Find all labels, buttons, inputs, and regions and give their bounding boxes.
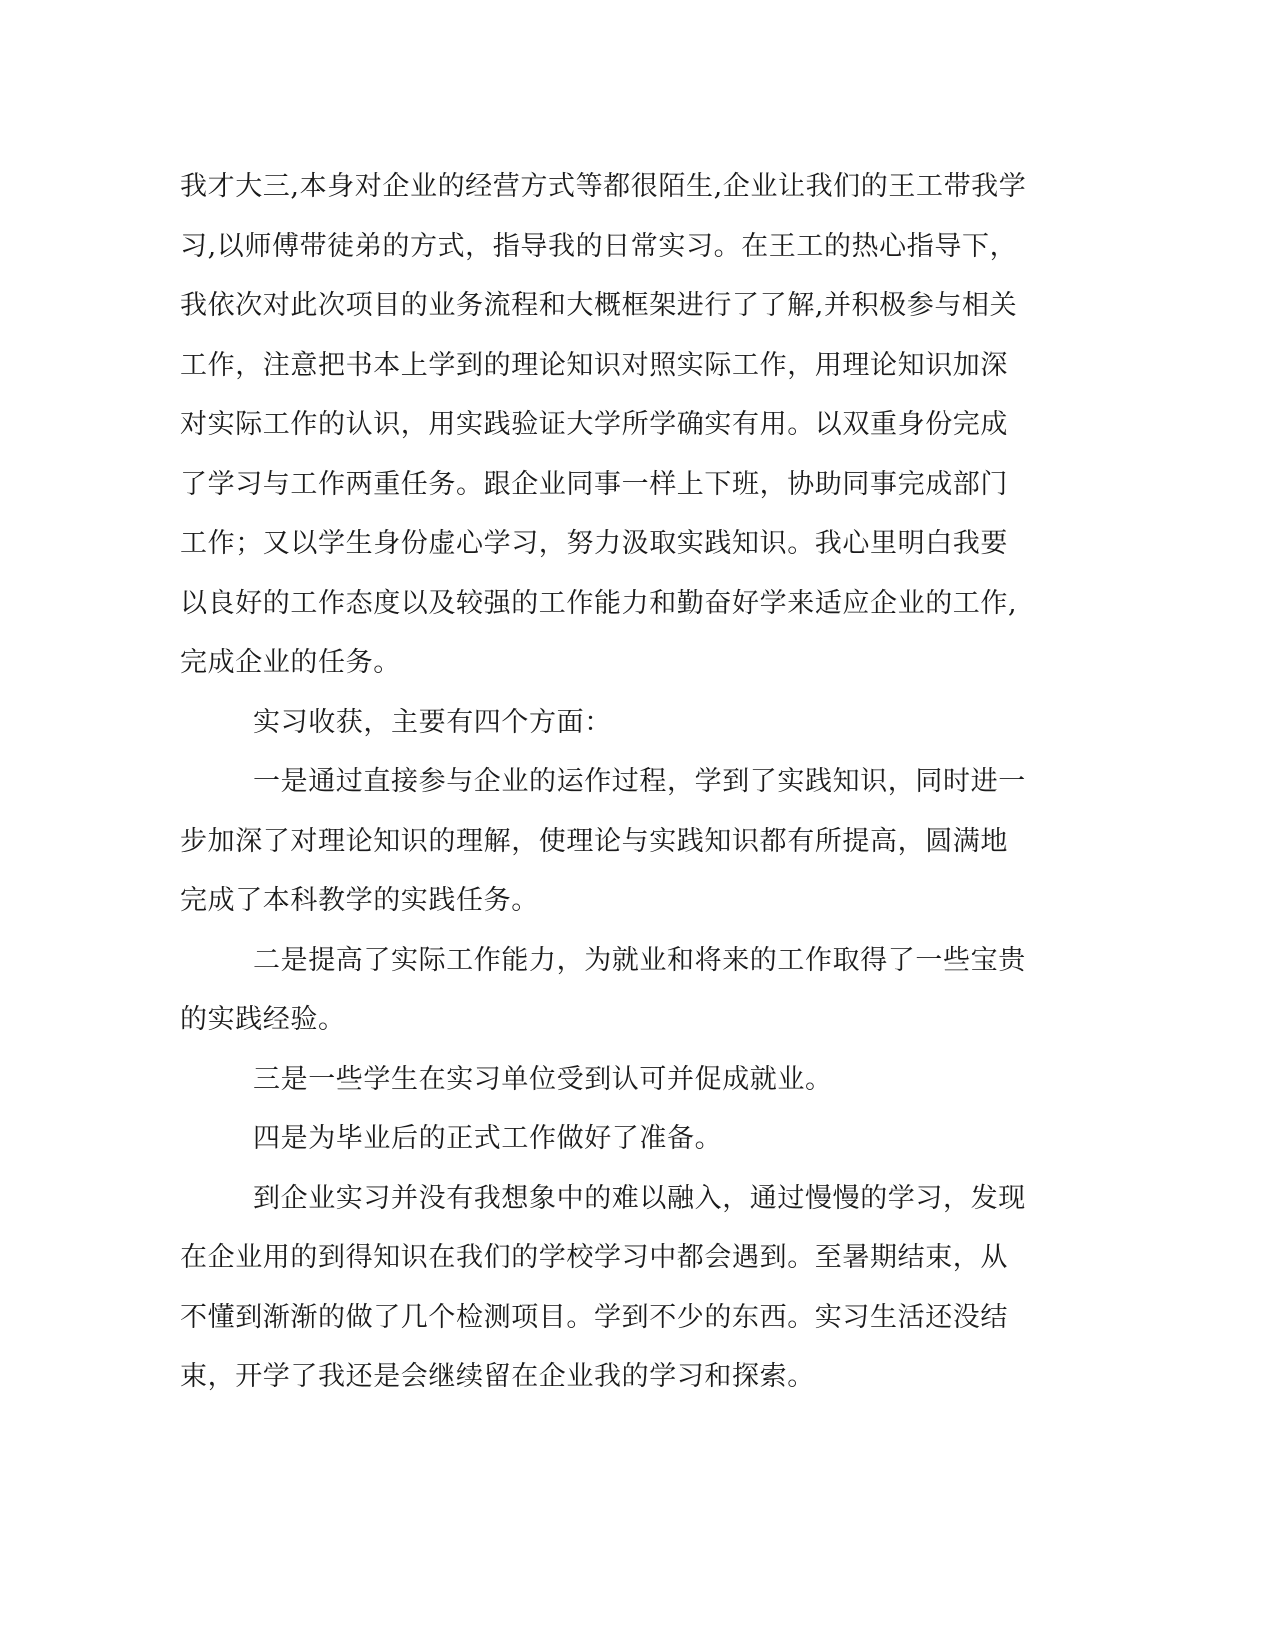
paragraph — [180, 931, 1030, 1050]
text-line: 三是一些学生在实习单位受到认可并促成就业。 — [253, 1063, 833, 1095]
text-line: 实习收获，主要有四个方面： — [253, 706, 612, 738]
text-line: 了学习与工作两重任务。跟企业同事一样上下班，协助同事完成部门 — [180, 468, 1008, 500]
text-line: 工作；又以学生身份虚心学习，努力汲取实践知识。我心里明白我要 — [180, 528, 1008, 559]
text-line: 完成企业的任务。 — [180, 647, 401, 678]
text-line: 以良好的工作态度以及较强的工作能力和勤奋好学来适应企业的工作, — [180, 587, 1018, 619]
text-line: 工作，注意把书本上学到的理论知识对照实际工作，用理论知识加深 — [180, 349, 1008, 381]
text-line: 四是为毕业后的正式工作做好了准备。 — [253, 1123, 723, 1154]
text-line: 的实践经验。 — [180, 1004, 346, 1035]
paragraph — [180, 1169, 1030, 1407]
paragraph — [180, 752, 1030, 931]
text-line: 我依次对此次项目的业务流程和大概框架进行了了解,并积极参与相关 — [180, 290, 1018, 321]
text-line: 在企业用的到得知识在我们的学校学习中都会遇到。至暑期结束，从 — [180, 1242, 1008, 1273]
text-line: 我才大三,本身对企业的经营方式等都很陌生,企业让我们的王工带我学 — [180, 171, 1027, 202]
text-line: 一是通过直接参与企业的运作过程，学到了实践知识，同时进一 — [253, 766, 1026, 797]
paragraph — [180, 1050, 1030, 1110]
text-line: 步加深了对理论知识的理解，使理论与实践知识都有所提高，圆满地 — [180, 825, 1008, 857]
paragraph — [180, 157, 1030, 693]
text-line: 完成了本科教学的实践任务。 — [180, 885, 539, 916]
paragraph — [180, 1109, 1030, 1169]
text-line: 对实际工作的认识，用实践验证大学所学确实有用。以双重身份完成 — [180, 409, 1008, 440]
paragraph — [180, 693, 1030, 753]
text-line: 到企业实习并没有我想象中的难以融入，通过慢慢的学习，发现 — [253, 1182, 1026, 1214]
text-line: 二是提高了实际工作能力，为就业和将来的工作取得了一些宝贵 — [253, 944, 1026, 976]
document-body — [180, 157, 1030, 1407]
text-line: 束，开学了我还是会继续留在企业我的学习和探索。 — [180, 1361, 815, 1392]
text-line: 不懂到渐渐的做了几个检测项目。学到不少的东西。实习生活还没结 — [180, 1301, 1008, 1333]
text-line: 习,以师傅带徒弟的方式，指导我的日常实习。在王工的热心指导下， — [180, 230, 1018, 262]
